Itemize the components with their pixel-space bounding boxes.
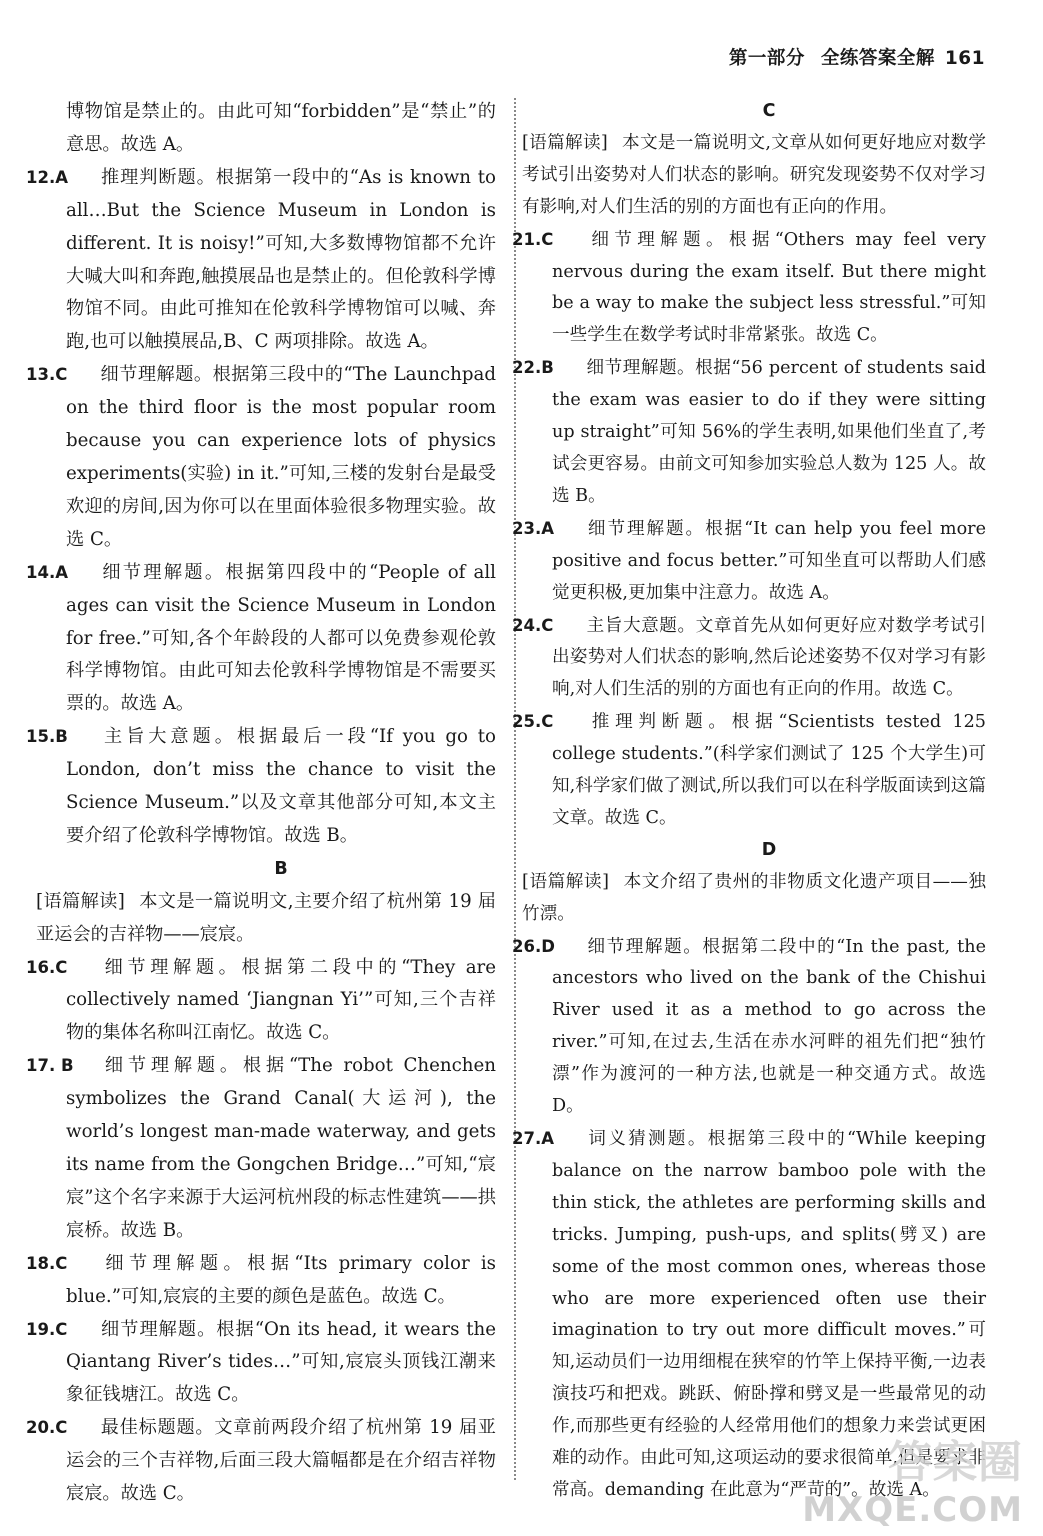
header-title: 全练答案全解 (820, 48, 935, 69)
answer-number: 21.C (512, 229, 554, 249)
answer-item (512, 706, 986, 835)
answer-explanation: 细节理解题。根据“The robot Chenchen symbolizes the Grand Canal(大运河), the world’s longest man-made waterway, and gets its name from the Gongchen Bridge…”可知,“宸宸”这个名字来源于大运河杭州段的标志性建筑——拱宸桥。故选 B。 (66, 1055, 496, 1241)
answer-item (512, 224, 986, 353)
passage-summary (522, 128, 986, 224)
passage-summary-text: 本文介绍了贵州的非物质文化遗产项目——独竹漂。 (522, 871, 986, 924)
passage-summary-tag: [语篇解读] (522, 132, 608, 153)
passage-summary-tag: [语篇解读] (522, 871, 610, 892)
passage-summary-tag: [语篇解读] (36, 890, 125, 912)
answer-number: 15.B (26, 727, 68, 747)
answer-item (26, 557, 496, 722)
answer-number: 13.C (26, 365, 68, 385)
answer-explanation: 细节理解题。根据“It can help you feel more positive and focus better.”可知坐直可以帮助人们感觉更积极,更加集中注意力。故选 A。 (552, 518, 986, 603)
section-letter: D (761, 839, 777, 860)
answer-explanation: 最佳标题题。文章前两段介绍了杭州第 19 届亚运会的三个吉祥物,后面三段大篇幅都是在介绍吉祥物宸宸。故选 C。 (66, 1417, 496, 1505)
answer-explanation: 主旨大意题。文章首先从如何更好应对数学考试引出姿势对人们状态的影响,然后论述姿势不仅对学习有影响,对人们生活的别的方面也有正向的作用。故选 C。 (552, 615, 986, 700)
answer-continuation: 博物馆是禁止的。由此可知“forbidden”是“禁止”的意思。故选 A。 (66, 101, 496, 155)
passage-summary-text: 本文是一篇说明文,主要介绍了杭州第 19 届亚运会的吉祥物——宸宸。 (36, 890, 496, 945)
passage-summary (522, 867, 986, 931)
passage-summary-text: 本文是一篇说明文,文章从如何更好地应对数学考试引出姿势对人们状态的影响。研究发现姿势不仅对学习有影响,对人们生活的别的方面也有正向的作用。 (522, 132, 986, 217)
column-divider (514, 98, 516, 1480)
page-header (729, 44, 985, 70)
answer-number: 19.C (26, 1319, 68, 1339)
answer-explanation: 细节理解题。根据第四段中的“People of all ages can visit the Science Museum in London for free.”可知,各个年龄段的人都可以免费参观伦敦科学博物馆。由此可知去伦敦科学博物馆是不需要买票的。故选 A。 (66, 561, 496, 715)
answer-number: 17. B (26, 1056, 74, 1076)
answer-explanation: 细节理解题。根据第二段中的“In the past, the ancestors who lived on the bank of the Chishui River used it as a method to go across the river.”可知,在过去,生活在赤水河畔的祖先们把“独竹漂”作为渡河的一种方法,也就是一种交通方式。故选 D。 (552, 936, 986, 1117)
answer-item (26, 952, 496, 1051)
answer-explanation: 推理判断题。根据第一段中的“As is known to all…But the Science Museum in London is different. It is noisy!”可知,大多数博物馆都不允许大喊大叫和奔跑,触摸展品也是禁止的。但伦敦科学博物馆不同。由此可推知在伦敦科学博物馆可以喊、奔跑,也可以触摸展品,B、C 两项排除。故选 A。 (66, 166, 496, 353)
answer-explanation: 词义猜测题。根据第三段中的“While keeping balance on the narrow bamboo pole with the thin stick, the athletes are performing skills and tricks. Jumping, push-ups, and splits(劈叉) are some of the most common ones, whereas those who are more experienced often use their imagination to try out more difficult moves.”可知,运动员们一边用细棍在狭窄的竹竿上保持平衡,一边表演技巧和把戏。跳跃、俯卧撑和劈叉是一些最常见的动作,而那些更有经验的人经常用他们的想象力来尝试更困难的动作。由此可知,这项运动的要求很简单,但是要求非常高。demanding 在此意为“严苛的”。故选 A。 (552, 1129, 986, 1500)
answer-item (512, 931, 986, 1123)
answer-number: 24.C (512, 615, 554, 635)
answer-item (26, 1412, 496, 1511)
answer-item (26, 1050, 496, 1247)
answer-item (26, 1314, 496, 1413)
left-column (26, 96, 496, 1511)
watermark (802, 1426, 1023, 1530)
answer-explanation: 细节理解题。根据“On its head, it wears the Qiantang River’s tides…”可知,宸宸头顶钱江潮来象征钱塘江。故选 C。 (66, 1318, 496, 1406)
answer-item (26, 1248, 496, 1314)
answer-number: 25.C (512, 712, 554, 732)
watermark-logo-text: 答案圈 (888, 1437, 1023, 1488)
passage-summary (36, 886, 496, 952)
answer-item (512, 513, 986, 610)
answer-explanation: 细节理解题。根据“Its primary color is blue.”可知,宸宸的主要的颜色是蓝色。故选 C。 (66, 1252, 496, 1307)
watermark-url: MXQE.COM (802, 1490, 1023, 1530)
answer-explanation: 细节理解题。根据第二段中的“They are collectively named ‘Jiangnan Yi’”可知,三个吉祥物的集体名称叫江南忆。故选 C。 (66, 956, 496, 1044)
right-column (512, 96, 986, 1507)
section-letter: C (762, 101, 776, 121)
answer-explanation: 细节理解题。根据第三段中的“The Launchpad on the third floor is the most popular room because you can experience lots of physics experiments(实验) in it.”可知,三楼的发射台是最受欢迎的房间,因为你可以在里面体验很多物理实验。故选 C。 (66, 364, 496, 550)
answer-item (512, 610, 986, 707)
answer-number: 20.C (26, 1418, 68, 1438)
answer-number: 12.A (26, 167, 68, 187)
answer-number: 26.D (512, 936, 555, 956)
answer-number: 18.C (26, 1253, 68, 1273)
answer-item (26, 162, 496, 359)
answer-item (512, 352, 986, 513)
page-number: 161 (944, 48, 985, 69)
answer-item (26, 359, 496, 556)
answer-number: 16.C (26, 957, 68, 977)
section-letter: B (274, 858, 288, 879)
answer-explanation: 主旨大意题。根据最后一段“If you go to London, don’t miss the chance to visit the Science Museum.”以及文章其他部分可知,本文主要介绍了伦敦科学博物馆。故选 B。 (66, 726, 496, 846)
answer-explanation: 推理判断题。根据“Scientists tested 125 college students.”(科学家们测试了 125 个大学生)可知,科学家们做了测试,所以我们可以在科学版面读到这篇文章。故选 C。 (552, 712, 986, 828)
answer-number: 22.B (512, 358, 554, 378)
answer-number: 27.A (512, 1129, 554, 1148)
header-section: 第一部分 (728, 48, 805, 69)
answer-number: 23.A (512, 518, 554, 538)
answer-item (26, 721, 496, 853)
answer-number: 14.A (26, 562, 68, 582)
answer-explanation: 细节理解题。根据“Others may feel very nervous during the exam itself. But there might be a way to make the subject less stressful.”可知一些学生在数学考试时非常紧张。故选 C。 (552, 229, 986, 346)
answer-explanation: 细节理解题。根据“56 percent of students said the exam was easier to do if they were sitting up straight”可知 56%的学生表明,如果他们坐直了,考试会更容易。由前文可知参加实验总人数为 125 人。故选 B。 (552, 358, 986, 506)
